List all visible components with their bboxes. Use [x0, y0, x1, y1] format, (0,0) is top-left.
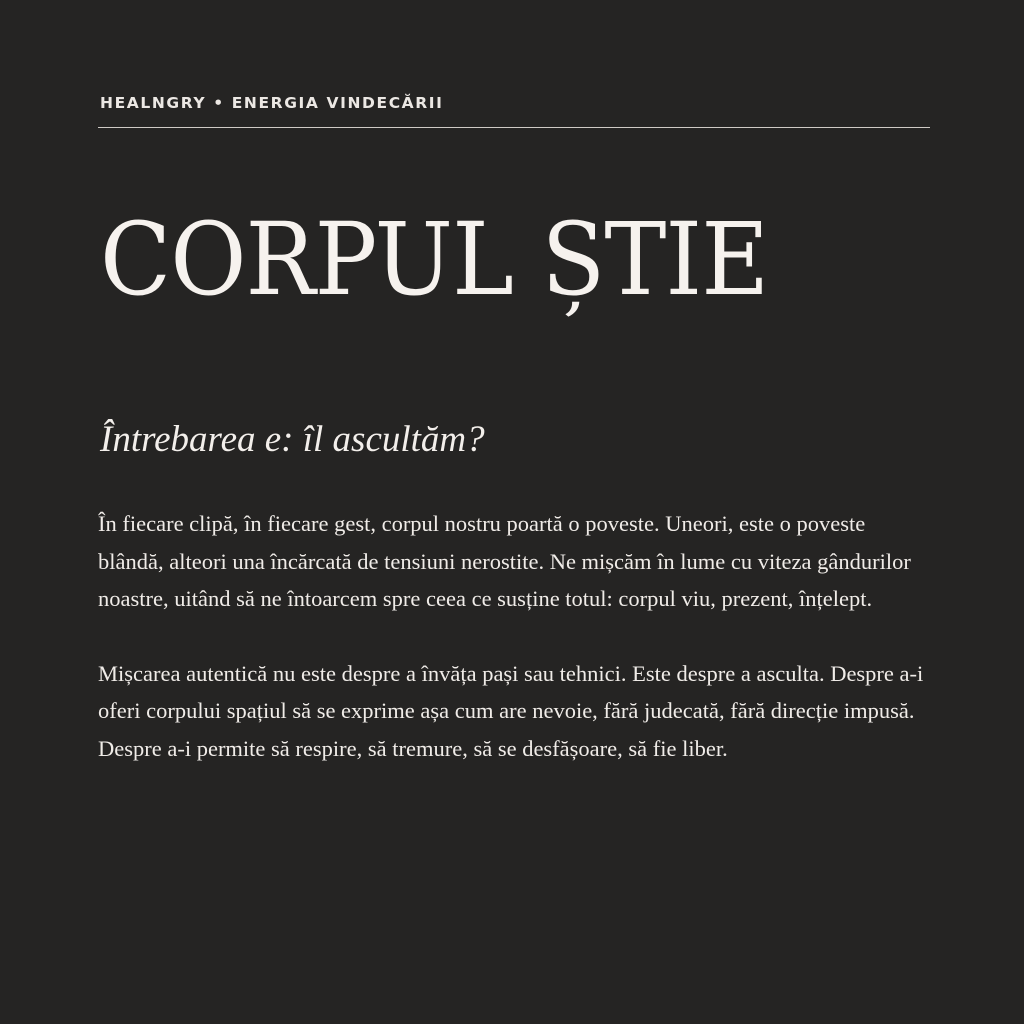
brand-header: HEALNGRY • ENERGIA VINDECĂRII [100, 94, 444, 112]
header-divider [98, 127, 930, 128]
page-title: CORPUL ȘTIE [100, 201, 769, 318]
paragraph-1: În fiecare clipă, în fiecare gest, corpul nostru poartă o poveste. Uneori, este o poveste blândă, alteori una încărcată de tensiuni nerostite. Ne mișcăm în lume cu viteza gândurilor noastre, uitând să ne întoarcem spre ceea ce susține totul: corpul viu, prezent, înțelept. [98, 511, 911, 611]
page-subtitle: Întrebarea e: îl ascultăm? [100, 419, 485, 460]
article-page [98, 0, 930, 1024]
paragraph-2: Mișcarea autentică nu este despre a învăța pași sau tehnici. Este despre a asculta. Despre a-i oferi corpului spațiul să se exprime așa cum are nevoie, fără judecată, fără direcție impusă. Despre a-i permite să respire, să tremure, să se desfășoare, să fie liber. [98, 660, 924, 761]
article-body [98, 505, 930, 804]
